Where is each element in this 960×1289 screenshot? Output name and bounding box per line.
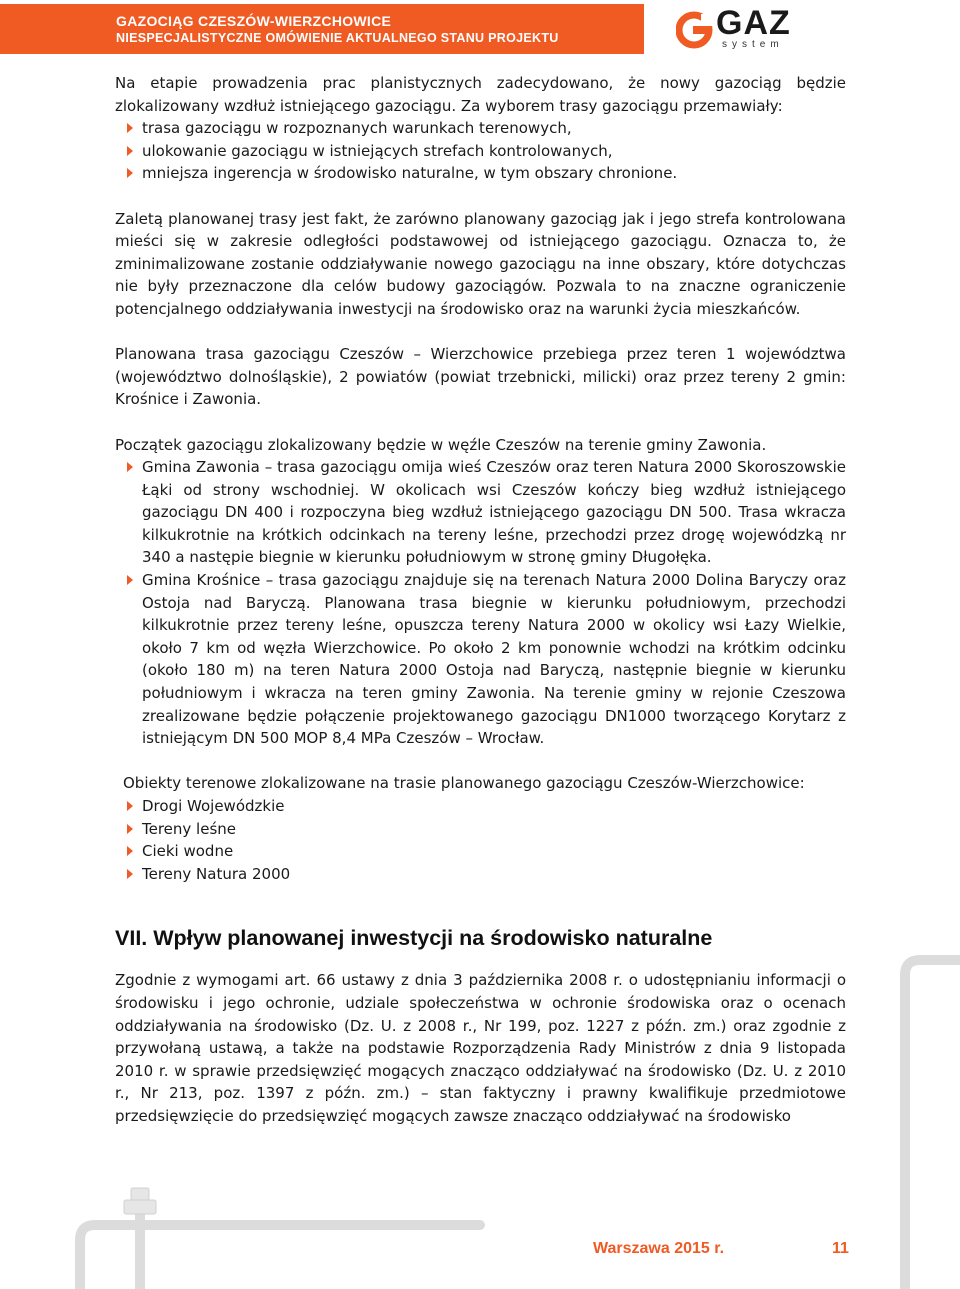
pipe-flange <box>124 1200 156 1214</box>
objects-intro: Obiekty terenowe zlokalizowane na trasie planowanego gazociągu Czeszów-Wierzchowice: <box>123 774 805 793</box>
footer-city-year: Warszawa 2015 r. <box>593 1240 725 1257</box>
route-start-paragraph: Początek gazociągu zlokalizowany będzie w węźle Czeszów na terenie gminy Zawonia. <box>115 435 767 454</box>
objects-list <box>115 795 846 885</box>
page-number: 11 <box>832 1240 849 1257</box>
main-content <box>115 72 846 1128</box>
pipe-right <box>905 960 960 1289</box>
section-heading: VII. Wpływ planowanej inwestycji na środowisko naturalne <box>115 926 713 951</box>
gaz-swirl-icon <box>676 10 716 50</box>
list-item: Tereny leśne <box>115 818 846 841</box>
pipe-valve <box>131 1188 149 1200</box>
list-item: Drogi Wojewódzkie <box>115 795 846 818</box>
environment-paragraph: Zgodnie z wymogami art. 66 ustawy z dnia 3 października 2008 r. o udostępnianiu informacji o środowisku i jego ochronie, udziale społeczeństwa w ochronie środowiska oraz o ocenach oddziaływania na środowisko (Dz. U. z 2008 r., Nr 199, poz. 1227 z późn. zm.) oraz zgodnie z przywołaną ustawą, a także na podstawie Rozporządzenia Rady Ministrów z dnia 9 listopada 2010 r. w sprawie przedsięwzięć mogących znacząco oddziaływać na środowisko (Dz. U. z 2010 r., Nr 213, poz. 1397 z późn. zm.) – stan faktyczny i prawny kwalifikuje przedmiotowe przedsięwzięcie do przedsięwzięć mogących zawsze znacząco oddziaływać na środowisko <box>115 971 846 1125</box>
gaz-system-logo <box>672 4 832 50</box>
list-item: mniejsza ingerencja w środowisko naturalne, w tym obszary chronione. <box>115 162 846 185</box>
list-item: Gmina Krośnice – trasa gazociągu znajduje się na terenach Natura 2000 Dolina Baryczy oraz Ostoja nad Baryczą. Planowana trasa biegnie w kierunku południowym, przechodzi kilkukrotnie przez tereny leśne, opuszcza tereny Natura 2000 w okolicy wsi Łazy Wielkie, około 7 km od węzła Wierzchowice. Po około 2 km ponownie wchodzi na krótkim odcinku (około 180 m) na teren Natura 2000 Ostoja nad Baryczą, następnie biegnie w kierunku południowym i wkracza na teren gminy Zawonia. Na terenie gminy w rejonie Czeszowa zrealizowane będzie połączenie projektowanego gazociągu DN1000 tworzącego Korytarz z istniejącym DN 500 MOP 8,4 MPa Czeszów – Wrocław. <box>115 569 846 750</box>
route-intro: Na etapie prowadzenia prac planistycznych zadecydowano, że nowy gazociąg będzie zlokalizowany wzdłuż istniejącego gazociągu. Za wyborem trasy gazociągu przemawiały: <box>115 74 846 115</box>
route-advantage-paragraph: Zaletą planowanej trasy jest fakt, że zarówno planowany gazociąg jak i jego strefa kontrolowana mieści się w zakresie odległości podstawowej od istniejącego gazociągu. Oznacza to, że zminimalizowane zostanie oddziaływanie nowego gazociągu na inne obszary, które dotychczas nie były przeznaczone dla celów budowy gazociągów. Pozwala to na znaczne ograniczenie potencjalnego oddziaływania inwestycji na środowisko oraz na warunki życia mieszkańców. <box>115 209 846 318</box>
header-title: GAZOCIĄG CZESZÓW-WIERZCHOWICE <box>116 13 392 29</box>
list-item: trasa gazociągu w rozpoznanych warunkach terenowych, <box>115 117 846 140</box>
logo-word: GAZ <box>716 4 791 42</box>
route-reasons-list <box>115 117 846 185</box>
list-item: ulokowanie gazociągu w istniejących strefach kontrolowanych, <box>115 140 846 163</box>
route-territory-paragraph: Planowana trasa gazociągu Czeszów – Wierzchowice przebiega przez teren 1 województwa (województwo dolnośląskie), 2 powiatów (powiat trzebnicki, milicki) oraz przez tereny 2 gmin: Krośnice i Zawonia. <box>115 345 846 409</box>
list-item: Cieki wodne <box>115 840 846 863</box>
list-item: Gmina Zawonia – trasa gazociągu omija wieś Czeszów oraz teren Natura 2000 Skoroszowskie Łąki od strony wschodniej. W okolicach wsi Czeszów kończy bieg wzdłuż istniejącego gazociągu DN 400 i rozpoczyna bieg wzdłuż istniejącego gazociągu DN 500. Trasa wkracza kilkukrotnie na krótkich odcinkach na tereny leśne, przechodzi przez drogę wojewódzką nr 340 a następie biegnie w kierunku południowym w stronę gminy Długołęka. <box>115 456 846 569</box>
logo-sub: system <box>722 39 784 50</box>
list-item: Tereny Natura 2000 <box>115 863 846 886</box>
header-bar <box>0 4 644 54</box>
page-header <box>0 0 960 56</box>
header-subtitle: NIESPECJALISTYCZNE OMÓWIENIE AKTUALNEGO STANU PROJEKTU <box>116 31 559 45</box>
municipality-list <box>115 456 846 750</box>
